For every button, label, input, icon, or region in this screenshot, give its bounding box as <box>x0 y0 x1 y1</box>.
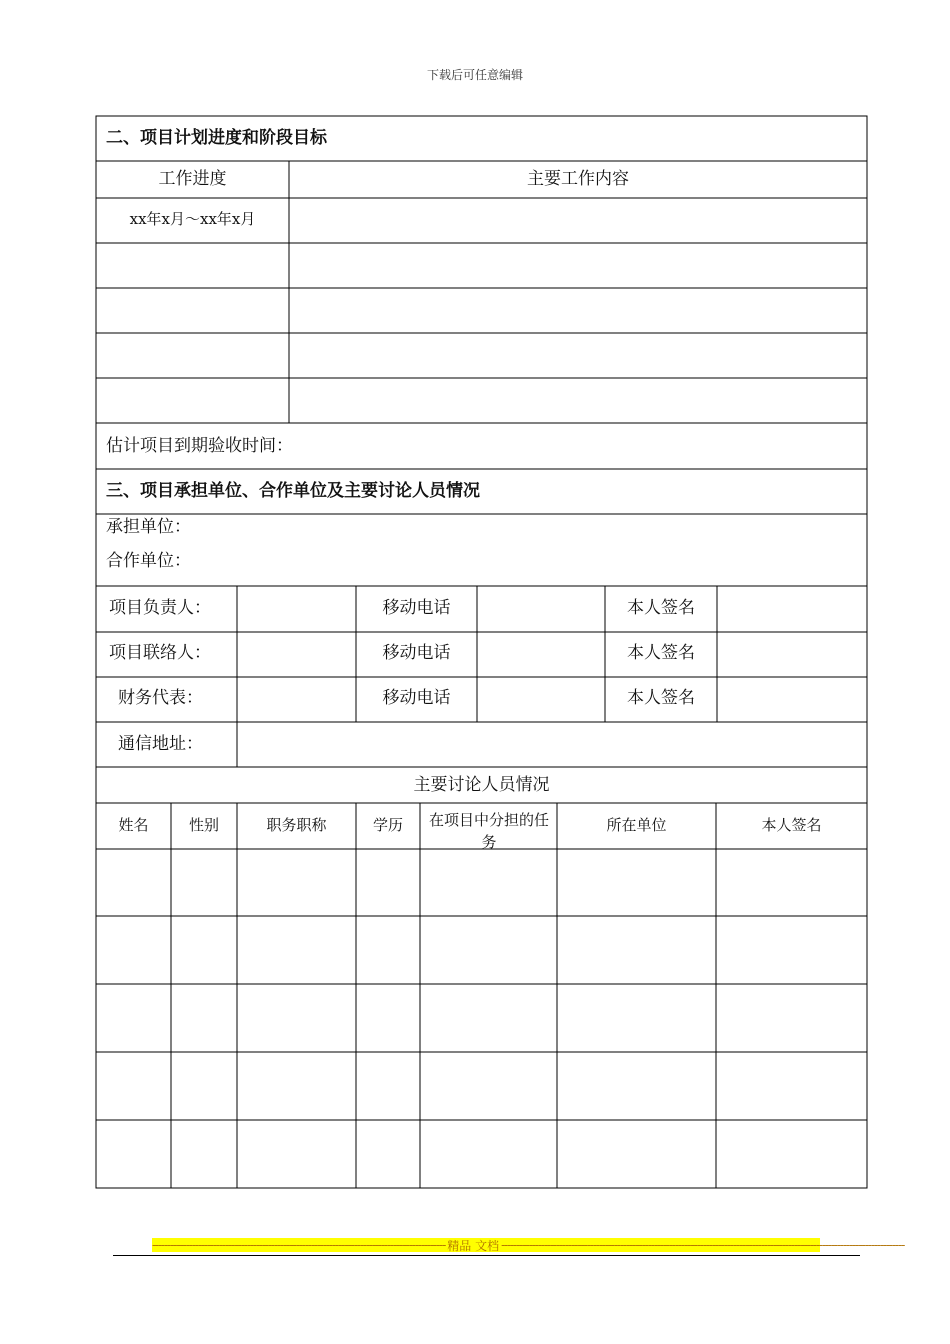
staff-table-title: 主要讨论人员情况 <box>413 775 550 795</box>
role-project-leader: 项目负责人： <box>109 598 211 618</box>
phone-label-finance: 移动电话 <box>382 688 451 708</box>
footer-dashes-left: ------------------------------------------------------------------------------------------------ <box>152 1238 446 1252</box>
cooperating-unit-label: 合作单位： <box>106 551 191 571</box>
sign-label-leader: 本人签名 <box>627 598 695 618</box>
footer-dashes-right: ------------------------------------------------------------------------------------------------------------------------------------ <box>501 1238 905 1252</box>
footer-highlight-bar <box>152 1238 905 1253</box>
staff-header-education: 学历 <box>372 816 403 834</box>
progress-row-1: xx年x月～xx年x月 <box>129 210 256 228</box>
sign-label-liaison: 本人签名 <box>627 643 695 663</box>
address-label: 通信地址： <box>118 734 203 754</box>
acceptance-time-label: 估计项目到期验收时间： <box>106 436 293 456</box>
staff-header-task: 在项目中分担的任务 <box>428 811 549 851</box>
sign-label-finance: 本人签名 <box>627 688 695 708</box>
staff-header-unit: 所在单位 <box>606 816 667 834</box>
section2-title: 二、项目计划进度和阶段目标 <box>106 128 327 148</box>
staff-header-signature: 本人签名 <box>761 816 822 834</box>
footer-rule <box>113 1255 860 1256</box>
staff-header-title: 职务职称 <box>266 816 327 834</box>
footer-label: 精品 文档 <box>447 1238 500 1253</box>
role-project-liaison: 项目联络人： <box>109 643 211 663</box>
section3-title: 三、项目承担单位、合作单位及主要讨论人员情况 <box>106 481 480 501</box>
phone-label-leader: 移动电话 <box>382 598 451 618</box>
undertaking-unit-label: 承担单位： <box>106 517 191 537</box>
staff-header-name: 姓名 <box>118 816 149 834</box>
staff-header-gender: 性别 <box>188 816 219 834</box>
role-finance-rep: 财务代表： <box>118 688 203 708</box>
phone-label-liaison: 移动电话 <box>382 643 451 663</box>
col-header-progress: 工作进度 <box>158 169 227 189</box>
col-header-content: 主要工作内容 <box>527 169 629 189</box>
header-note: 下载后可任意编辑 <box>426 68 523 82</box>
